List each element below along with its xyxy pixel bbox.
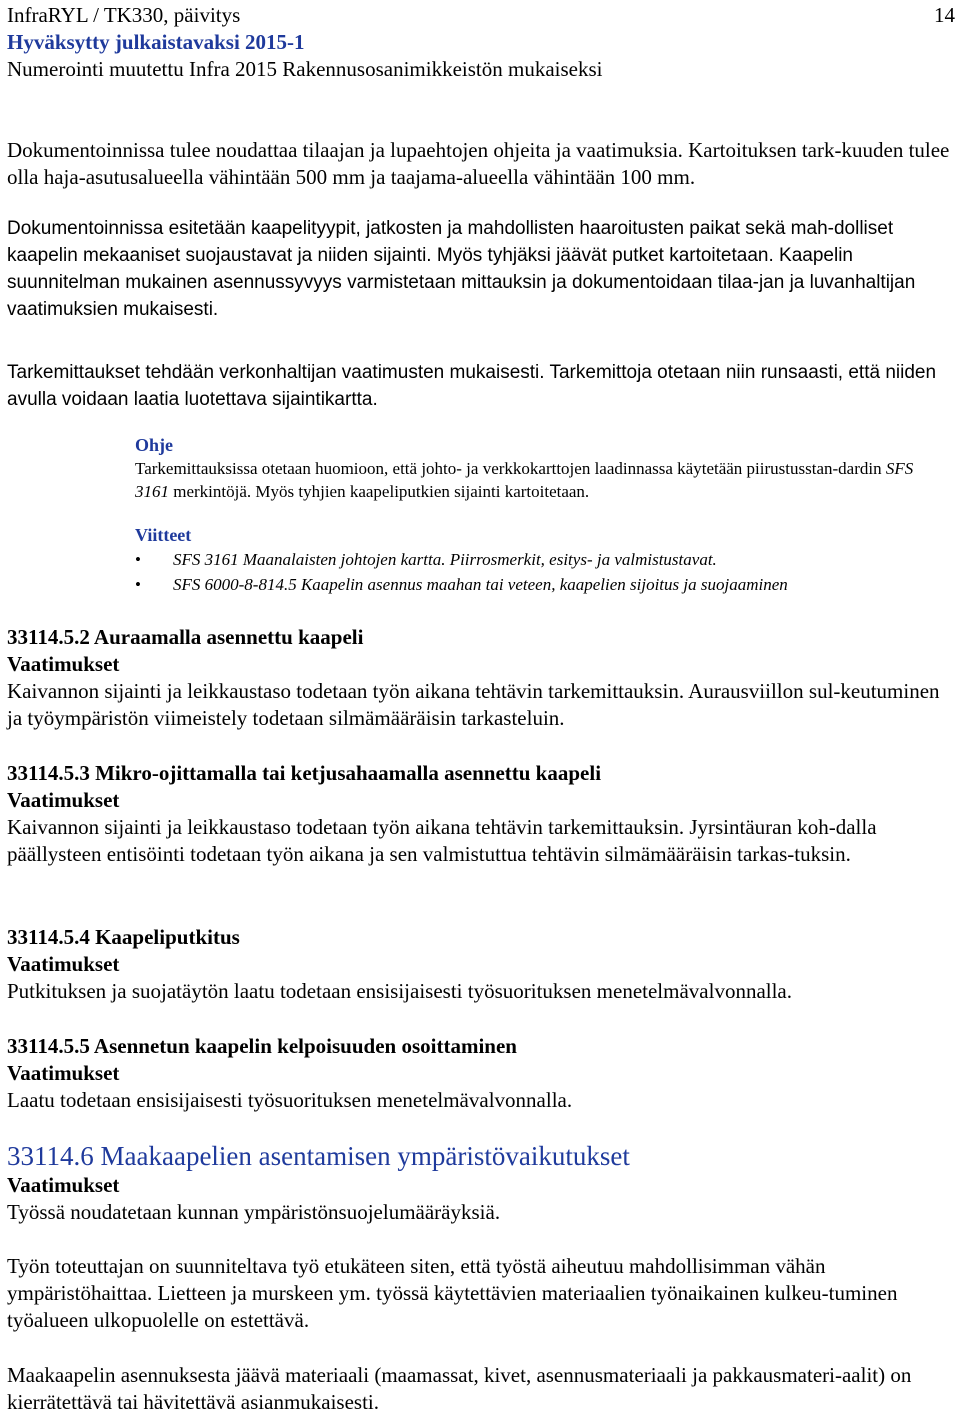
ohje-title: Ohje: [135, 435, 173, 455]
bullet-icon: •: [135, 550, 141, 569]
page-number: 14: [934, 3, 955, 27]
ohje-text-part: merkintöjä. Myös tyhjien kaapeliputkien sijainti kartoitetaan.: [169, 482, 590, 501]
header-approval: Hyväksytty julkaistavaksi 2015-1: [7, 30, 305, 54]
main-section-paragraph-3: Maakaapelin asennuksesta jäävä materiaali (maamassat, kivet, asennusmateriaali ja pakkausmateri-aalit) on kierrätettävä tai hävitettävä asianmukaisesti.: [7, 1363, 912, 1414]
reference-item: [135, 548, 950, 572]
section-text: Kaivannon sijainti ja leikkaustaso todetaan työn aikana tehtävin tarkemittauksin. Jyrsintäuran koh-dalla päällysteen entisöinti todetaan työn aikana ja sen valmistuttua tehtävin silmämääräisin tarkas-tuksin.: [7, 815, 877, 866]
ohje-standard: SFS 3161: [135, 459, 914, 501]
section-subheading: Vaatimukset: [7, 788, 120, 812]
section-text: Putkituksen ja suojatäytön laatu todetaan ensisijaisesti työsuorituksen menetelmävalvonnalla.: [7, 979, 792, 1003]
intro-paragraph-1: Dokumentoinnissa tulee noudattaa tilaajan ja lupaehtojen ohjeita ja vaatimuksia. Kartoituksen tark-kuuden tulee olla haja-asutusalueella vähintään 500 mm ja taajama-alueella vähintään 100 mm.: [7, 138, 950, 189]
section-heading: 33114.5.2 Auraamalla asennettu kaapeli: [7, 625, 364, 649]
reference-text: SFS 6000-8-814.5 Kaapelin asennus maahan tai veteen, kaapelien sijoitus ja suojaaminen: [173, 575, 788, 594]
ohje-text-part: Tarkemittauksissa otetaan huomioon, että johto- ja verkkokarttojen laadinnassa käytetään piirustusstan-dardin: [135, 459, 886, 478]
section-heading: 33114.5.5 Asennetun kaapelin kelpoisuuden osoittaminen: [7, 1034, 517, 1058]
main-section-paragraph-1: Työssä noudatetaan kunnan ympäristönsuojelumääräyksiä.: [7, 1200, 501, 1224]
section-subheading: Vaatimukset: [7, 652, 120, 676]
main-section-paragraph-2: Työn toteuttajan on suunniteltava työ etukäteen siten, että työstä aiheutuu mahdollisimman vähän ympäristöhaittaa. Lietteen ja murskeen ym. työssä käytettävien materiaalien työnaikainen kulkeu-tuminen työalueen ulkopuolelle on estettävä.: [7, 1254, 898, 1332]
section-heading: 33114.5.3 Mikro-ojittamalla tai ketjusahaamalla asennettu kaapeli: [7, 761, 602, 785]
section-text: Laatu todetaan ensisijaisesti työsuorituksen menetelmävalvonnalla.: [7, 1088, 573, 1112]
header-numbering-note: Numerointi muutettu Infra 2015 Rakennusosanimikkeistön mukaiseksi: [7, 57, 603, 81]
reference-text: SFS 3161 Maanalaisten johtojen kartta. Piirrosmerkit, esitys- ja valmistustavat.: [173, 550, 717, 569]
section-heading: 33114.5.4 Kaapeliputkitus: [7, 925, 240, 949]
bullet-icon: •: [135, 575, 141, 594]
ohje-box: [135, 434, 950, 503]
ohje-text: [135, 457, 950, 503]
viitteet-title: Viitteet: [135, 525, 192, 545]
reference-list: [135, 548, 950, 597]
main-section-heading: 33114.6 Maakaapelien asentamisen ympäristövaikutukset: [7, 1141, 630, 1171]
intro-paragraph-3: Tarkemittaukset tehdään verkonhaltijan vaatimusten mukaisesti. Tarkemittoja otetaan niin runsaasti, että niiden avulla voidaan laatia luotettava sijaintikartta.: [7, 362, 937, 410]
section-text: Kaivannon sijainti ja leikkaustaso todetaan työn aikana tehtävin tarkemittauksin. Aurausviillon sul-keutuminen ja työympäristön viimeistely todetaan silmämääräisin tarkasteluin.: [7, 679, 940, 730]
section-subheading: Vaatimukset: [7, 952, 120, 976]
header-title: InfraRYL / TK330, päivitys: [7, 3, 241, 27]
section-subheading: Vaatimukset: [7, 1061, 120, 1085]
main-section-subheading: Vaatimukset: [7, 1173, 120, 1197]
document-header: [7, 2, 955, 83]
reference-item: [135, 573, 950, 597]
intro-paragraph-2: Dokumentoinnissa esitetään kaapelityypit, jatkosten ja mahdollisten haaroitusten paikat sekä mah-dolliset kaapelin mekaaniset suojaustavat ja niiden sijainti. Myös tyhjäksi jäävät putket kartoitetaan. Kaapelin suunnitelman mukainen asennussyvyys varmistetaan mittauksin ja dokumentoidaan tilaa-jan ja luvanhaltijan vaatimuksien mukaisesti.: [7, 218, 916, 320]
